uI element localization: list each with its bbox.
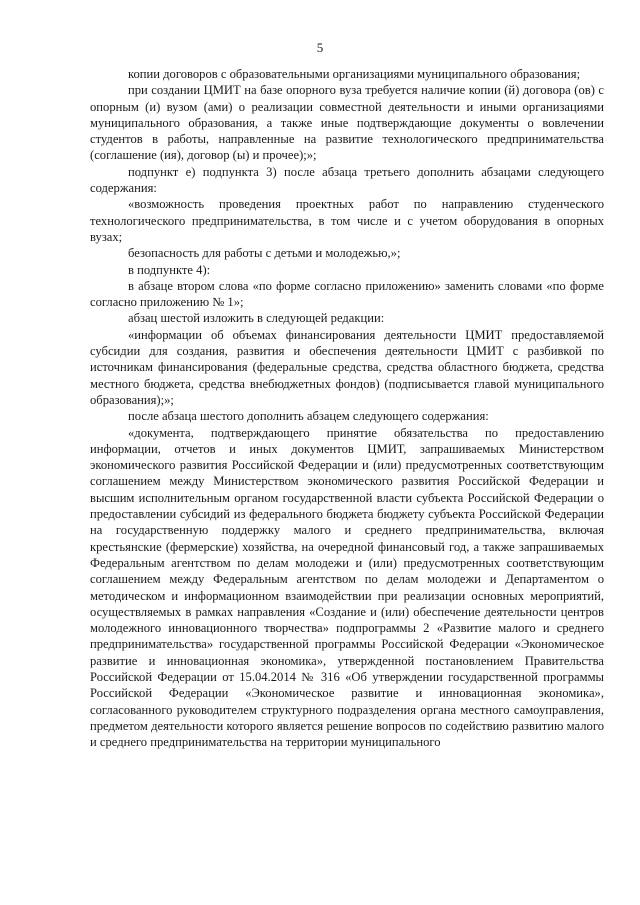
paragraph-subpoint-4: в подпункте 4): (128, 262, 211, 277)
document-body (90, 66, 604, 750)
paragraph-sixth-abzac: абзац шестой изложить в следующей редакции: (128, 311, 385, 326)
paragraph-after-sixth: после абзаца шестого дополнить абзацем следующего содержания: (128, 409, 489, 424)
paragraph-contract-copies: копии договоров с образовательными организациями муниципального образования; (128, 67, 581, 81)
page-number: 5 (316, 40, 324, 55)
paragraph-financing-info: «информации об объемах финансирования деятельности ЦМИТ предоставляемой субсидии для создания, развития и обеспечения деятельности ЦМИТ с разбивкой по источникам финансирования (федеральные средства, средства областного бюджета, средства местного бюджета, средства внебюджетных фондов) (подписывается главой муниципального образования);»; (90, 327, 604, 407)
paragraph-university-cmit: при создании ЦМИТ на базе опорного вуза требуется наличие копии (й) договора (ов) с опорным (и) вузом (ами) о реализации совместной деятельности и иными организациями муниципального образования, а также иные подтверждающие документы о вовлечении студентов в работы, направленные на развитие технологического предпринимательства (соглашение (ия), договор (ы) и прочее);»; (90, 83, 604, 163)
paragraph-project-work: «возможность проведения проектных работ по направлению студенческого технологического предпринимательства, в том числе и с учетом оборудования в опорных вузах; (90, 197, 604, 244)
paragraph-subpoint-e: подпункт е) подпункта 3) после абзаца третьего дополнить абзацами следующего содержания: (90, 164, 604, 196)
paragraph-document-obligation: «документа, подтверждающего принятие обязательства по предоставлению информации, отчетов и иных документов ЦМИТ, запрашиваемых Министерством экономического развития Российской Федерации и (или) предусмотренных соответствующим соглашением между Министерством экономического развития Российской Федерации и высшим исполнительным органом государственной власти субъекта Российской Федерации о предоставлении субсидий из федерального бюджета бюджету субъекта Российской Федерации на государственную поддержку малого и среднего предпринимательства, включая крестьянские (фермерские) хозяйства, на очередной финансовый год, а также запрашиваемых Федеральным агентством по делам молодежи и (или) предусмотренных соответствующим соглашением между Федеральным агентством по делам молодежи и Департаментом о методическом и информационном взаимодействии при реализации основных мероприятий, осуществляемых в рамках направления «Создание и (или) обеспечение деятельности центров молодежного инновационного творчества» подпрограммы 2 «Развитие малого и среднего предпринимательства» государственной программы Российской Федерации «Экономическое развитие и инновационная экономика», утвержденной постановлением Правительства Российской Федерации от 15.04.2014 № 316 «Об утверждении государственной программы Российской Федерации «Экономическое развитие и инновационная экономика», согласованного руководителем структурного подразделения органа местного самоуправления, предметом деятельности которого является решение вопросов по содействию развитию малого и среднего предпринимательства на территории муниципального (90, 425, 604, 750)
paragraph-safety: безопасность для работы с детьми и молодежью,»; (128, 246, 401, 261)
paragraph-second-abzac: в абзаце втором слова «по форме согласно приложению» заменить словами «по форме согласно приложению № 1»; (90, 278, 604, 310)
